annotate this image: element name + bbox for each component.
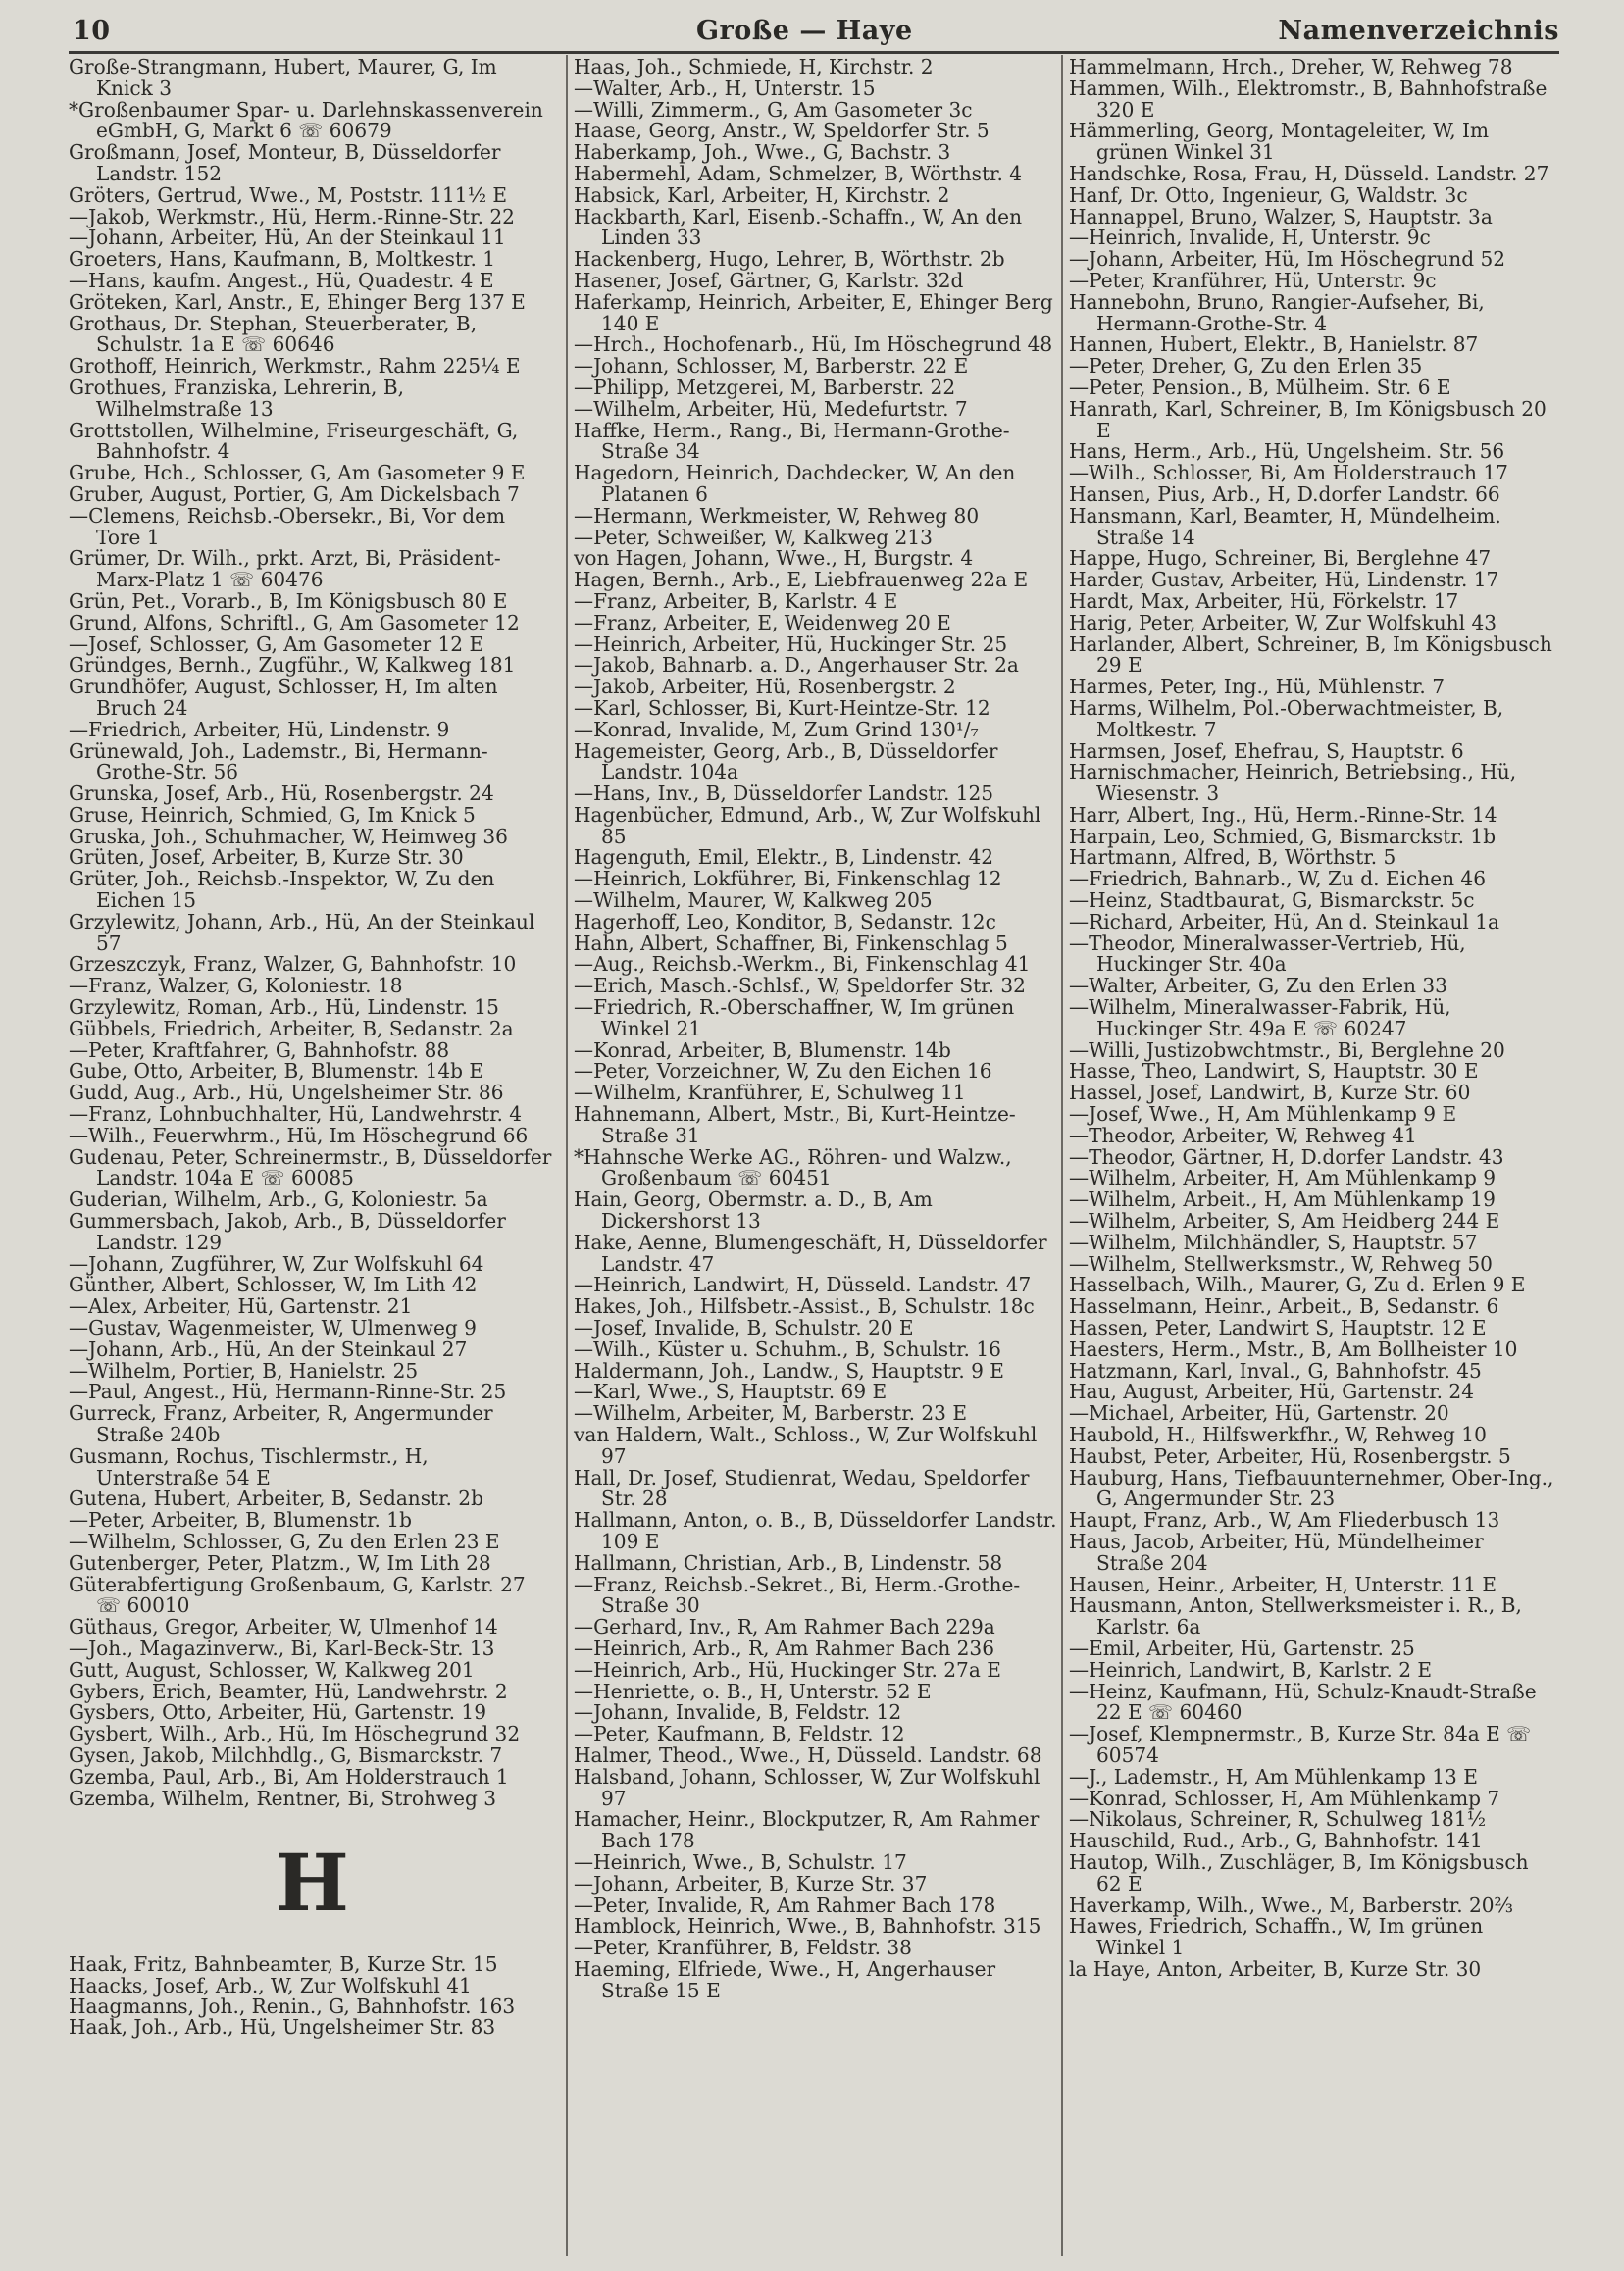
directory-entry: —Josef, Wwe., H, Am Mühlenkamp 9 E xyxy=(1069,1102,1457,1127)
directory-entry: la Haye, Anton, Arbeiter, B, Kurze Str. 30 xyxy=(1069,1956,1482,1981)
directory-entry: Hammen, Wilh., Elektromstr., B, Bahnhofstraße 320 E xyxy=(1069,76,1548,122)
directory-entry: —Franz, Arbeiter, B, Karlstr. 4 E xyxy=(574,588,898,613)
directory-entry: Haffke, Herm., Rang., Bi, Hermann-Grothe-Straße 34 xyxy=(574,418,1010,464)
directory-entry: Hannappel, Bruno, Walzer, S, Hauptstr. 3a xyxy=(1069,204,1493,228)
directory-entry: —Josef, Klempnermstr., B, Kurze Str. 84a E ☏ 60574 xyxy=(1069,1722,1532,1767)
directory-entry: Harder, Gustav, Arbeiter, Hü, Lindenstr. 17 xyxy=(1069,568,1499,592)
directory-entry: —Wilhelm, Kranführer, E, Schulweg 11 xyxy=(574,1081,966,1105)
directory-entry: Hauschild, Rud., Arb., G, Bahnhofstr. 141 xyxy=(1069,1829,1483,1853)
directory-entry: —Wilhelm, Arbeiter, S, Am Heidberg 244 E xyxy=(1069,1209,1500,1234)
directory-entry: Gzemba, Paul, Arb., Bi, Am Holderstrauch 1 xyxy=(69,1764,509,1789)
directory-entry: Harpain, Leo, Schmied, G, Bismarckstr. 1b xyxy=(1069,824,1497,848)
directory-entry: Gröteken, Karl, Anstr., E, Ehinger Berg 137 E xyxy=(69,289,526,314)
directory-entry: —Josef, Schlosser, G, Am Gasometer 12 E xyxy=(69,631,484,656)
directory-entry: —Jakob, Arbeiter, Hü, Rosenbergstr. 2 xyxy=(574,675,956,699)
directory-entry: van Haldern, Walt., Schloss., W, Zur Wolfskuhl 97 xyxy=(574,1423,1038,1468)
directory-entry: Haas, Joh., Schmiede, H, Kirchstr. 2 xyxy=(574,55,934,78)
directory-entry: —Alex, Arbeiter, Hü, Gartenstr. 21 xyxy=(69,1294,413,1319)
directory-entry: —Wilhelm, Stellwerksmstr., W, Rehweg 50 xyxy=(1069,1251,1493,1276)
directory-entry: —Wilhelm, Arbeiter, Hü, Medefurtstr. 7 xyxy=(574,396,968,421)
directory-entry: Grümer, Dr. Wilh., prkt. Arzt, Bi, Präsident-Marx-Platz 1 ☏ 60476 xyxy=(69,546,501,592)
directory-entry: Haak, Fritz, Bahnbeamter, B, Kurze Str. 15 xyxy=(69,1952,498,1977)
directory-entry: Hahn, Albert, Schaffner, Bi, Finkenschlag 5 xyxy=(574,931,1008,955)
directory-entry: Hagenbücher, Edmund, Arb., W, Zur Wolfskuhl 85 xyxy=(574,802,1041,848)
directory-entry: Gysbers, Otto, Arbeiter, Hü, Gartenstr. 19 xyxy=(69,1700,486,1725)
directory-entry: Hagerhoff, Leo, Konditor, B, Sedanstr. 12c xyxy=(574,909,996,934)
directory-entry: —Johann, Invalide, B, Feldstr. 12 xyxy=(574,1700,902,1725)
directory-entry: Harig, Peter, Arbeiter, W, Zur Wolfskuhl 43 xyxy=(1069,610,1497,634)
directory-entry: —Willi, Justizobwchtmstr., Bi, Berglehne 20 xyxy=(1069,1037,1505,1062)
directory-entry: —Franz, Reichsb.-Sekret., Bi, Herm.-Grothe-Straße 30 xyxy=(574,1572,1021,1618)
directory-entry: —Peter, Schweißer, W, Kalkweg 213 xyxy=(574,525,933,549)
directory-entry: Handschke, Rosa, Frau, H, Düsseld. Landstr. 27 xyxy=(1069,161,1549,185)
directory-entry: Hahnemann, Albert, Mstr., Bi, Kurt-Heintze-Straße 31 xyxy=(574,1102,1016,1147)
directory-entry: Haldermann, Joh., Landw., S, Hauptstr. 9 E xyxy=(574,1358,1004,1383)
directory-entry: Hauburg, Hans, Tiefbauunternehmer, Ober-Ing., G, Angermunder Str. 23 xyxy=(1069,1465,1554,1511)
directory-entry: —Friedrich, Arbeiter, Hü, Lindenstr. 9 xyxy=(69,717,450,741)
directory-entry: Gurreck, Franz, Arbeiter, R, Angermunder Straße 240b xyxy=(69,1401,493,1446)
directory-entry: Grothoff, Heinrich, Werkmstr., Rahm 225¼ E xyxy=(69,354,521,378)
directory-entry: —Peter, Dreher, G, Zu den Erlen 35 xyxy=(1069,354,1423,378)
directory-entry: Hasse, Theo, Landwirt, S, Hauptstr. 30 E xyxy=(1069,1059,1479,1084)
directory-entry: Groeters, Hans, Kaufmann, B, Moltkestr. 1 xyxy=(69,247,496,272)
directory-entry: Gübbels, Friedrich, Arbeiter, B, Sedanstr. 2a xyxy=(69,1016,514,1040)
directory-entry: —Wilhelm, Maurer, W, Kalkweg 205 xyxy=(574,888,933,913)
directory-entry: Hardt, Max, Arbeiter, Hü, Förkelstr. 17 xyxy=(1069,588,1459,613)
directory-entry: —Heinrich, Landwirt, H, Düsseld. Landstr. 47 xyxy=(574,1273,1032,1297)
directory-entry: —Josef, Invalide, B, Schulstr. 20 E xyxy=(574,1316,914,1340)
directory-entry: —Philipp, Metzgerei, M, Barberstr. 22 xyxy=(574,375,956,399)
directory-entry: —Johann, Schlosser, M, Barberstr. 22 E xyxy=(574,354,969,378)
directory-entry: —Johann, Arb., Hü, An der Steinkaul 27 xyxy=(69,1337,468,1361)
directory-entry: Gusmann, Rochus, Tischlermstr., H, Unterstraße 54 E xyxy=(69,1443,429,1489)
directory-entry: Haubold, H., Hilfswerkfhr., W, Rehweg 10 xyxy=(1069,1423,1487,1446)
directory-entry: Gudd, Aug., Arb., Hü, Ungelsheimer Str. 86 xyxy=(69,1081,504,1105)
directory-entry: Hausmann, Anton, Stellwerksmeister i. R., B, Karlstr. 6a xyxy=(1069,1593,1522,1640)
directory-entry: —Peter, Kranführer, B, Feldstr. 38 xyxy=(574,1936,912,1960)
directory-entry: Grüter, Joh., Reichsb.-Inspektor, W, Zu den Eichen 15 xyxy=(69,867,495,913)
directory-entry: Grund, Alfons, Schriftl., G, Am Gasometer 12 xyxy=(69,610,520,634)
directory-entry: —Johann, Zugführer, W, Zur Wolfskuhl 64 xyxy=(69,1251,484,1276)
directory-entry: —Wilhelm, Arbeiter, M, Barberstr. 23 E xyxy=(574,1401,968,1426)
directory-entry: Haagmanns, Joh., Renin., G, Bahnhofstr. 163 xyxy=(69,1993,516,2018)
directory-entry: Gube, Otto, Arbeiter, B, Blumenstr. 14b E xyxy=(69,1059,484,1084)
directory-entry: —Johann, Arbeiter, Hü, Im Höschegrund 52 xyxy=(1069,247,1506,272)
directory-entry: —Wilhelm, Mineralwasser-Fabrik, Hü, Huckinger Str. 49a E ☏ 60247 xyxy=(1069,995,1451,1040)
directory-entry: Haak, Joh., Arb., Hü, Ungelsheimer Str. 83 xyxy=(69,2014,496,2039)
directory-entry: Hatzmann, Karl, Inval., G, Bahnhofstr. 45 xyxy=(1069,1358,1482,1383)
directory-entry: —Hrch., Hochofenarb., Hü, Im Höschegrund 48 xyxy=(574,332,1053,357)
directory-entry: —Peter, Arbeiter, B, Blumenstr. 1b xyxy=(69,1508,412,1533)
directory-entry: Grube, Hch., Schlosser, G, Am Gasometer 9 E xyxy=(69,461,526,485)
directory-entry: —Peter, Pension., B, Mülheim. Str. 6 E xyxy=(1069,375,1451,399)
directory-entry: —Franz, Lohnbuchhalter, Hü, Landwehrstr. 4 xyxy=(69,1102,523,1127)
directory-entry: Güterabfertigung Großenbaum, G, Karlstr. 27 ☏ 60010 xyxy=(69,1572,526,1618)
directory-entry: —Willi, Zimmerm., G, Am Gasometer 3c xyxy=(574,97,973,122)
directory-entry: —Franz, Walzer, G, Koloniestr. 18 xyxy=(69,974,403,998)
directory-entry: Hawes, Friedrich, Schaffn., W, Im grünen Winkel 1 xyxy=(1069,1914,1484,1960)
directory-entry: Großmann, Josef, Monteur, B, Düsseldorfer Landstr. 152 xyxy=(69,140,501,185)
directory-entry: *Hahnsche Werke AG., Röhren- und Walzw., Großenbaum ☏ 60451 xyxy=(574,1144,1012,1190)
directory-entry: —Konrad, Invalide, M, Zum Grind 130¹/₇ xyxy=(574,717,979,741)
directory-entry: Haupt, Franz, Arb., W, Am Fliederbusch 13 xyxy=(1069,1508,1500,1533)
directory-entry: —Aug., Reichsb.-Werkm., Bi, Finkenschlag 41 xyxy=(574,952,1031,977)
directory-entry: Güthaus, Gregor, Arbeiter, W, Ulmenhof 14 xyxy=(69,1615,498,1640)
directory-entry: Hau, August, Arbeiter, Hü, Gartenstr. 24 xyxy=(1069,1380,1474,1404)
directory-entry: Hanf, Dr. Otto, Ingenieur, G, Waldstr. 3c xyxy=(1069,182,1468,207)
directory-entry: Halmer, Theod., Wwe., H, Düsseld. Landstr. 68 xyxy=(574,1742,1042,1767)
directory-entry: Haus, Jacob, Arbeiter, Hü, Mündelheimer Straße 204 xyxy=(1069,1529,1484,1575)
left-entries-after xyxy=(69,1954,555,2038)
directory-entry: Hakes, Joh., Hilfsbetr.-Assist., B, Schulstr. 18c xyxy=(574,1294,1035,1319)
directory-entry: Hake, Aenne, Blumengeschäft, H, Düsseldorfer Landstr. 47 xyxy=(574,1230,1047,1276)
directory-entry: —Peter, Kranführer, Hü, Unterstr. 9c xyxy=(1069,268,1437,292)
directory-entry: —Hermann, Werkmeister, W, Rehweg 80 xyxy=(574,503,980,528)
directory-entry: Hansen, Pius, Arb., H, D.dorfer Landstr. 66 xyxy=(1069,481,1500,506)
directory-entry: Gudenau, Peter, Schreinermstr., B, Düsseldorfer Landstr. 104a E ☏ 60085 xyxy=(69,1144,552,1190)
directory-entry: Hamblock, Heinrich, Wwe., B, Bahnhofstr. 315 xyxy=(574,1914,1041,1939)
directory-entry: Grothues, Franziska, Lehrerin, B, Wilhelmstraße 13 xyxy=(69,375,404,421)
directory-entry: Hamacher, Heinr., Blockputzer, R, Am Rahmer Bach 178 xyxy=(574,1807,1040,1853)
directory-entry: —Peter, Invalide, R, Am Rahmer Bach 178 xyxy=(574,1892,996,1917)
directory-entry: —Richard, Arbeiter, Hü, An d. Steinkaul 1a xyxy=(1069,909,1499,934)
directory-entry: —Peter, Vorzeichner, W, Zu den Eichen 16 xyxy=(574,1059,992,1084)
directory-entry: Gysbert, Wilh., Arb., Hü, Im Höschegrund 32 xyxy=(69,1722,521,1746)
directory-entry: —Heinrich, Landwirt, B, Karlstr. 2 E xyxy=(1069,1657,1433,1682)
directory-entry: Hausen, Heinr., Arbeiter, H, Unterstr. 11 E xyxy=(1069,1572,1497,1596)
directory-entry: Hans, Herm., Arb., Hü, Ungelsheim. Str. 56 xyxy=(1069,439,1505,464)
directory-entry: Hannen, Hubert, Elektr., B, Hanielstr. 87 xyxy=(1069,332,1479,357)
directory-entry: Habsick, Karl, Arbeiter, H, Kirchstr. 2 xyxy=(574,182,950,207)
directory-entry: Grundhöfer, August, Schlosser, H, Im alten Bruch 24 xyxy=(69,675,498,720)
directory-entry: —Jakob, Bahnarb. a. D., Angerhauser Str. 2a xyxy=(574,653,1019,678)
directory-entry: Grünewald, Joh., Lademstr., Bi, Hermann-Grothe-Str. 56 xyxy=(69,738,488,784)
directory-entry: Hammelmann, Hrch., Dreher, W, Rehweg 78 xyxy=(1069,55,1513,78)
directory-entry: Gründges, Bernh., Zugführ., W, Kalkweg 181 xyxy=(69,653,516,678)
directory-entry: —Heinrich, Invalide, H, Unterstr. 9c xyxy=(1069,226,1431,250)
directory-entry: Hassen, Peter, Landwirt S, Hauptstr. 12 E xyxy=(1069,1316,1487,1340)
directory-entry: Haacks, Josef, Arb., W, Zur Wolfskuhl 41 xyxy=(69,1973,472,1997)
directory-entry: Guderian, Wilhelm, Arb., G, Koloniestr. 5a xyxy=(69,1187,488,1212)
directory-entry: —Wilhelm, Schlosser, G, Zu den Erlen 23 E xyxy=(69,1529,500,1553)
directory-entry: Hartmann, Alfred, B, Wörthstr. 5 xyxy=(1069,845,1396,870)
page-range: Große — Haye xyxy=(696,16,913,46)
directory-entry: Gybers, Erich, Beamter, Hü, Landwehrstr. 2 xyxy=(69,1679,508,1703)
directory-entry: Grottstollen, Wilhelmine, Friseurgeschäft, G, Bahnhofstr. 4 xyxy=(69,418,519,464)
directory-entry: Haase, Georg, Anstr., W, Speldorfer Str. 5 xyxy=(574,119,990,143)
directory-entry: —Heinrich, Lokführer, Bi, Finkenschlag 12 xyxy=(574,867,1002,891)
directory-entry: —Walter, Arb., H, Unterstr. 15 xyxy=(574,76,876,100)
directory-entry: Hasener, Josef, Gärtner, G, Karlstr. 32d xyxy=(574,268,964,292)
directory-entry: Harr, Albert, Ing., Hü, Herm.-Rinne-Str. 14 xyxy=(1069,802,1497,827)
directory-entry: Hautop, Wilh., Zuschläger, B, Im Königsbusch 62 E xyxy=(1069,1849,1529,1895)
directory-entry: Hall, Dr. Josef, Studienrat, Wedau, Speldorfer Str. 28 xyxy=(574,1465,1030,1511)
directory-entry: —Peter, Kraftfahrer, G, Bahnhofstr. 88 xyxy=(69,1037,450,1062)
directory-entry: —Theodor, Arbeiter, W, Rehweg 41 xyxy=(1069,1123,1417,1147)
directory-entry: Hain, Georg, Obermstr. a. D., B, Am Dickershorst 13 xyxy=(574,1187,933,1234)
directory-entry: Hansmann, Karl, Beamter, H, Mündelheim. Straße 14 xyxy=(1069,503,1501,549)
directory-entry: Hanrath, Karl, Schreiner, B, Im Königsbusch 20 E xyxy=(1069,396,1547,442)
directory-entry: —Erich, Masch.-Schlsf., W, Speldorfer Str. 32 xyxy=(574,974,1026,998)
directory-entry: Harlander, Albert, Schreiner, B, Im Königsbusch 29 E xyxy=(1069,631,1552,678)
section-title: Namenverzeichnis xyxy=(1278,16,1559,46)
directory-entry: Haeming, Elfriede, Wwe., H, Angerhauser Straße 15 E xyxy=(574,1956,996,2002)
directory-entry: —Heinrich, Arb., R, Am Rahmer Bach 236 xyxy=(574,1636,995,1660)
directory-entry: Grün, Pet., Vorarb., B, Im Königsbusch 80 E xyxy=(69,588,508,613)
directory-entry: Hasselmann, Heinr., Arbeit., B, Sedanstr. 6 xyxy=(1069,1294,1499,1319)
directory-entry: Hagedorn, Heinrich, Dachdecker, W, An den Platanen 6 xyxy=(574,461,1016,506)
directory-entry: —Gustav, Wagenmeister, W, Ulmenweg 9 xyxy=(69,1316,477,1340)
directory-entry: Gruska, Joh., Schuhmacher, W, Heimweg 36 xyxy=(69,824,508,848)
directory-entry: Grzylewitz, Johann, Arb., Hü, An der Steinkaul 57 xyxy=(69,909,535,955)
directory-entry: Gutena, Hubert, Arbeiter, B, Sedanstr. 2b xyxy=(69,1487,483,1511)
directory-entry: Harmsen, Josef, Ehefrau, S, Hauptstr. 6 xyxy=(1069,738,1464,763)
directory-entry: Haberkamp, Joh., Wwe., G, Bachstr. 3 xyxy=(574,140,951,165)
directory-entry: —Paul, Angest., Hü, Hermann-Rinne-Str. 25 xyxy=(69,1380,507,1404)
column-divider xyxy=(1061,55,1063,2256)
directory-entry: Gutenberger, Peter, Platzm., W, Im Lith 28 xyxy=(69,1550,491,1575)
directory-entry: —Friedrich, R.-Oberschaffner, W, Im grünen Winkel 21 xyxy=(574,995,1015,1040)
directory-entry: —Peter, Kaufmann, B, Feldstr. 12 xyxy=(574,1722,905,1746)
page-header xyxy=(69,10,1559,54)
directory-entry: Harms, Wilhelm, Pol.-Oberwachtmeister, B, Moltkestr. 7 xyxy=(1069,695,1504,741)
directory-entry: —Johann, Arbeiter, B, Kurze Str. 37 xyxy=(574,1871,928,1895)
directory-entry: Gruber, August, Portier, G, Am Dickelsbach 7 xyxy=(69,481,520,506)
directory-entry: Happe, Hugo, Schreiner, Bi, Berglehne 47 xyxy=(1069,546,1492,571)
directory-entry: Große-Strangmann, Hubert, Maurer, G, Im Knick 3 xyxy=(69,55,497,100)
directory-entry: —Wilh., Schlosser, Bi, Am Holderstrauch 17 xyxy=(1069,461,1508,485)
left-entries xyxy=(69,57,555,1809)
directory-entry: —Konrad, Arbeiter, B, Blumenstr. 14b xyxy=(574,1037,951,1062)
directory-entry: Haubst, Peter, Arbeiter, Hü, Rosenbergstr. 5 xyxy=(1069,1443,1511,1468)
directory-entry: Hackbarth, Karl, Eisenb.-Schaffn., W, An den Linden 33 xyxy=(574,204,1023,250)
page-number: 10 xyxy=(73,16,111,46)
directory-entry: —Karl, Schlosser, Bi, Kurt-Heintze-Str. 12 xyxy=(574,695,990,720)
directory-entry: Grothaus, Dr. Stephan, Steuerberater, B, Schulstr. 1a E ☏ 60646 xyxy=(69,311,478,357)
directory-entry: —Heinz, Kaufmann, Hü, Schulz-Knaudt-Straße 22 E ☏ 60460 xyxy=(1069,1679,1537,1725)
directory-entry: Hallmann, Anton, o. B., B, Düsseldorfer Landstr. 109 E xyxy=(574,1508,1057,1553)
directory-entry: Hannebohn, Bruno, Rangier-Aufseher, Bi, Hermann-Grothe-Str. 4 xyxy=(1069,289,1485,335)
directory-entry: Gysen, Jakob, Milchhdlg., G, Bismarckstr. 7 xyxy=(69,1742,503,1767)
directory-entry: Hackenberg, Hugo, Lehrer, B, Wörthstr. 2b xyxy=(574,247,1005,272)
directory-entry: —Konrad, Schlosser, H, Am Mühlenkamp 7 xyxy=(1069,1786,1500,1810)
directory-entry: Grunska, Josef, Arb., Hü, Rosenbergstr. 24 xyxy=(69,782,494,806)
directory-entry: —Joh., Magazinverw., Bi, Karl-Beck-Str. 13 xyxy=(69,1636,495,1660)
directory-entry: Haesters, Herm., Mstr., B, Am Bollheister 10 xyxy=(1069,1337,1518,1361)
directory-entry: —Karl, Wwe., S, Hauptstr. 69 E xyxy=(574,1380,888,1404)
column-divider xyxy=(566,55,568,2256)
directory-entry: Grzeszczyk, Franz, Walzer, G, Bahnhofstr. 10 xyxy=(69,952,517,977)
directory-entry: Hassel, Josef, Landwirt, B, Kurze Str. 60 xyxy=(1069,1081,1471,1105)
directory-entry: Hämmerling, Georg, Montageleiter, W, Im grünen Winkel 31 xyxy=(1069,119,1490,165)
left-column xyxy=(69,57,555,2038)
directory-entry: —Gerhard, Inv., R, Am Rahmer Bach 229a xyxy=(574,1615,995,1640)
directory-entry: —Henriette, o. B., H, Unterstr. 52 E xyxy=(574,1679,932,1703)
directory-entry: —Wilhelm, Milchhändler, S, Hauptstr. 57 xyxy=(1069,1230,1478,1254)
directory-entry: —Jakob, Werkmstr., Hü, Herm.-Rinne-Str. 22 xyxy=(69,204,515,228)
directory-entry: —Emil, Arbeiter, Hü, Gartenstr. 25 xyxy=(1069,1636,1415,1660)
right-column xyxy=(1069,57,1555,1981)
directory-entry: Haverkamp, Wilh., Wwe., M, Barberstr. 20⅔ xyxy=(1069,1892,1514,1917)
directory-entry: Grüten, Josef, Arbeiter, B, Kurze Str. 30 xyxy=(69,845,464,870)
directory-entry: —Nikolaus, Schreiner, R, Schulweg 181½ xyxy=(1069,1807,1487,1832)
directory-entry: —Franz, Arbeiter, E, Weidenweg 20 E xyxy=(574,610,951,634)
directory-entry: Gröters, Gertrud, Wwe., M, Poststr. 111½ E xyxy=(69,182,508,207)
directory-entry: Harnischmacher, Heinrich, Betriebsing., Hü, Wiesenstr. 3 xyxy=(1069,760,1517,806)
directory-entry: —J., Lademstr., H, Am Mühlenkamp 13 E xyxy=(1069,1764,1478,1789)
directory-entry: —Theodor, Mineralwasser-Vertrieb, Hü, Huckinger Str. 40a xyxy=(1069,931,1466,977)
directory-entry: —Wilh., Küster u. Schuhm., B, Schulstr. 16 xyxy=(574,1337,1001,1361)
directory-entry: —Wilh., Feuerwhrm., Hü, Im Höschegrund 66 xyxy=(69,1123,529,1147)
directory-entry: Hasselbach, Wilh., Maurer, G, Zu d. Erlen 9 E xyxy=(1069,1273,1526,1297)
directory-entry: —Johann, Arbeiter, Hü, An der Steinkaul 11 xyxy=(69,226,506,250)
directory-entry: Günther, Albert, Schlosser, W, Im Lith 42 xyxy=(69,1273,478,1297)
directory-entry: Habermehl, Adam, Schmelzer, B, Wörthstr. 4 xyxy=(574,161,1023,185)
directory-entry: —Hans, Inv., B, Düsseldorfer Landstr. 125 xyxy=(574,782,994,806)
directory-entry: —Walter, Arbeiter, G, Zu den Erlen 33 xyxy=(1069,974,1447,998)
section-letter-h: H xyxy=(275,1837,349,1930)
directory-entry: —Friedrich, Bahnarb., W, Zu d. Eichen 46 xyxy=(1069,867,1486,891)
directory-entry: —Heinrich, Arb., Hü, Huckinger Str. 27a E xyxy=(574,1657,1001,1682)
directory-entry: Hagen, Bernh., Arb., E, Liebfrauenweg 22a E xyxy=(574,568,1029,592)
directory-entry: Grzylewitz, Roman, Arb., Hü, Lindenstr. 15 xyxy=(69,995,499,1020)
directory-entry: Hagemeister, Georg, Arb., B, Düsseldorfer Landstr. 104a xyxy=(574,738,998,784)
directory-entry: —Wilhelm, Arbeit., H, Am Mühlenkamp 19 xyxy=(1069,1187,1496,1212)
directory-entry: Gruse, Heinrich, Schmied, G, Im Knick 5 xyxy=(69,802,476,827)
directory-entry: —Heinrich, Arbeiter, Hü, Huckinger Str. 25 xyxy=(574,631,1008,656)
directory-entry: von Hagen, Johann, Wwe., H, Burgstr. 4 xyxy=(574,546,974,571)
directory-entry: Haferkamp, Heinrich, Arbeiter, E, Ehinger Berg 140 E xyxy=(574,289,1053,335)
directory-entry: —Clemens, Reichsb.-Obersekr., Bi, Vor dem Tore 1 xyxy=(69,503,506,549)
directory-entry: —Theodor, Gärtner, H, D.dorfer Landstr. 43 xyxy=(1069,1144,1504,1169)
directory-entry: Hallmann, Christian, Arb., B, Lindenstr. 58 xyxy=(574,1550,1003,1575)
directory-entry: Harmes, Peter, Ing., Hü, Mühlenstr. 7 xyxy=(1069,675,1445,699)
directory-entry: *Großenbaumer Spar- u. Darlehnskassenverein eGmbH, G, Markt 6 ☏ 60679 xyxy=(69,97,543,143)
directory-entry: —Michael, Arbeiter, Hü, Gartenstr. 20 xyxy=(1069,1401,1449,1426)
middle-column xyxy=(574,57,1060,2002)
directory-entry: Gzemba, Wilhelm, Rentner, Bi, Strohweg 3 xyxy=(69,1786,497,1810)
directory-entry: —Hans, kaufm. Angest., Hü, Quadestr. 4 E xyxy=(69,268,494,292)
directory-entry: —Heinz, Stadtbaurat, G, Bismarckstr. 5c xyxy=(1069,888,1475,913)
directory-entry: Gummersbach, Jakob, Arb., B, Düsseldorfer Landstr. 129 xyxy=(69,1209,506,1254)
directory-entry: Halsband, Johann, Schlosser, W, Zur Wolfskuhl 97 xyxy=(574,1764,1040,1810)
directory-entry: Gutt, August, Schlosser, W, Kalkweg 201 xyxy=(69,1657,475,1682)
directory-entry: —Wilhelm, Arbeiter, H, Am Mühlenkamp 9 xyxy=(1069,1166,1496,1190)
directory-entry: Hagenguth, Emil, Elektr., B, Lindenstr. 42 xyxy=(574,845,994,870)
directory-entry: —Wilhelm, Portier, B, Hanielstr. 25 xyxy=(69,1358,419,1383)
directory-entry: —Heinrich, Wwe., B, Schulstr. 17 xyxy=(574,1849,907,1874)
